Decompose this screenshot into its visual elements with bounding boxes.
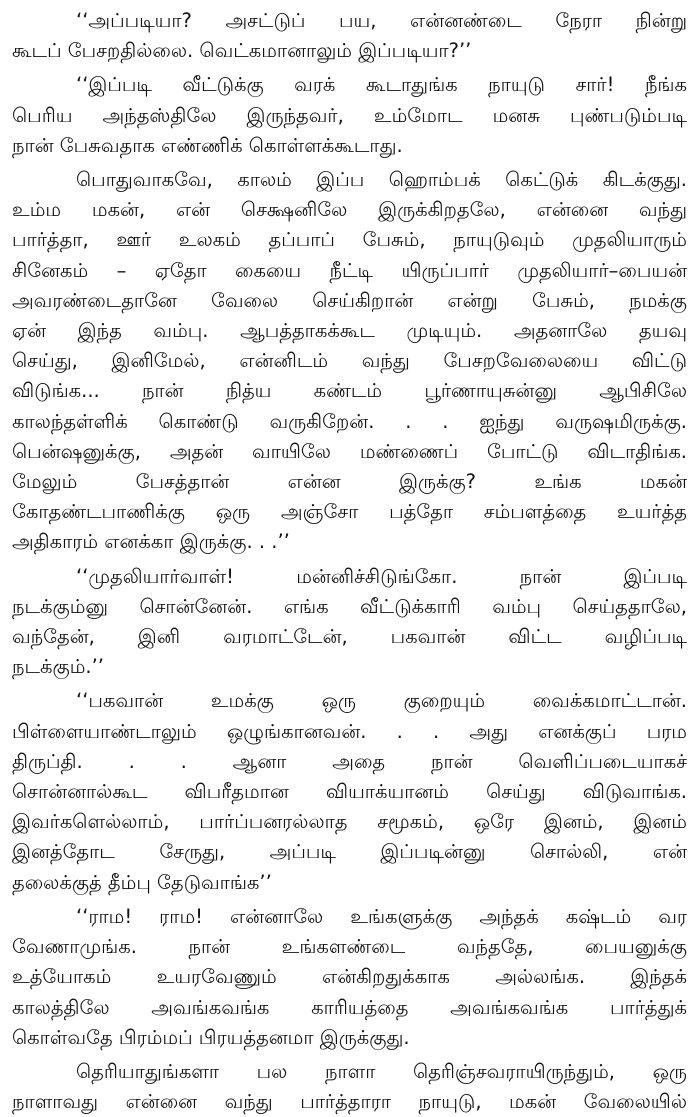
- paragraph-5: [12, 686, 687, 897]
- text-line: பிள்ளையாண்டாலும் ஒழுங்கானவன். . . அது எனக்குப் பரம: [12, 719, 687, 743]
- text-line: ‘‘அப்படியா? அசட்டுப் பய, என்னண்டை நேரா நின்று: [76, 9, 687, 32]
- text-line: நடக்கும்னு சொன்னேன். எங்க வீட்டுக்காரி வம்பு செய்ததாலே,: [12, 594, 687, 618]
- text-line: பார்த்தா, ஊர் உலகம் தப்பாப் பேசும், நாயுடுவும் முதலியாரும்: [12, 228, 687, 252]
- text-line: நடக்கும்.’’: [12, 655, 105, 679]
- paragraph-7: [12, 1057, 687, 1117]
- text-line: அதிகாரம் எனக்கா இருக்கு. . .’’: [12, 530, 290, 554]
- paragraph-6: [12, 902, 687, 1053]
- text-line: ஏன் இந்த வம்பு. ஆபத்தாகக்கூட முடியும். அதனாலே தயவு: [12, 319, 687, 343]
- paragraph-1: [12, 6, 687, 66]
- text-line: பென்ஷனுக்கு, அதன் வாயிலே மண்ணைப் போட்டு விடாதிங்க.: [12, 439, 687, 463]
- text-line: ‘‘ராம! ராம! என்னாலே உங்களுக்கு அந்தக் கஷ்டம் வர: [76, 904, 687, 928]
- text-line: உத்யோகம் உயரவேணும் என்கிறதுக்காக அல்லங்க. இந்தக்: [12, 965, 687, 989]
- text-line: கோதண்டபாணிக்கு ஒரு அஞ்சோ பத்தோ சம்பளத்தை உயர்த்த: [12, 500, 687, 524]
- text-line: காலந்தள்ளிக் கொண்டு வருகிறேன். . . ஐந்து வருஷமிருக்கு.: [12, 409, 687, 433]
- text-line: மேலும் பேசத்தான் என்ன இருக்கு? உங்க மகன்: [12, 470, 687, 494]
- text-line: தலைக்குத் தீம்பு தேடுவாங்க’’: [12, 870, 272, 894]
- paragraph-3: [12, 165, 687, 558]
- book-page: [12, 6, 687, 1114]
- text-line: அவரண்டைதானே வேலை செய்கிறான் என்று பேசும், நமக்கு: [12, 288, 687, 312]
- text-line: பெரிய அந்தஸ்திலே இருந்தவர், உம்மோட மனசு புண்படும்படி: [12, 103, 687, 127]
- text-line: ‘‘இப்படி வீட்டுக்கு வரக் கூடாதுங்க நாயுடு சார்! நீங்க: [76, 73, 687, 97]
- text-line: இவர்களெல்லாம், பார்ப்பனரல்லாத சமூகம், ஒரே இனம், இனம்: [12, 810, 687, 834]
- text-line: தெரியாதுங்களா பல நாளா தெரிஞ்சவராயிருந்தும், ஒரு: [76, 1059, 687, 1083]
- text-line: சினேகம் – ஏதோ கையை நீட்டி யிருப்பார் முதலியார்–பையன்: [12, 258, 687, 282]
- text-line: விடுங்க... நான் நித்ய கண்டம் பூர்ணாயுசுன்னு ஆபிசிலே: [12, 379, 687, 403]
- text-line: ‘‘பகவான் உமக்கு ஒரு குறையும் வைக்கமாட்டான்.: [76, 689, 687, 713]
- text-line: வேணாமுங்க. நான் உங்களண்டை வந்ததே, பையனுக்கு: [12, 935, 687, 959]
- text-line: நாளாவது என்னை வந்து பார்த்தாரா நாயுடு, மகன் வேலையில்: [12, 1090, 687, 1114]
- paragraph-4: [12, 562, 687, 683]
- text-line: செய்து, இனிமேல், என்னிடம் வந்து பேசறவேலையை விட்டு: [12, 349, 687, 373]
- text-line: நான் பேசுவதாக எண்ணிக் கொள்ளக்கூடாது.: [12, 133, 403, 157]
- text-line: பொதுவாகவே, காலம் இப்ப ஹொம்பக் கெட்டுக் கிடக்குது.: [76, 168, 687, 192]
- text-line: சொன்னால்கூட விபரீதமான வியாக்யானம் செய்து விடுவாங்க.: [12, 780, 687, 804]
- text-line: இனத்தோட சேருது, அப்படி இப்படின்னு சொல்லி, என்: [12, 840, 687, 864]
- text-line: கூடப் பேசறதில்லை. வெட்கமானாலும் இப்படியா?’’: [12, 39, 472, 63]
- text-line: காலத்திலே அவங்கவங்க காரியத்தை அவங்கவங்க பார்த்துக்: [12, 995, 687, 1019]
- text-line: திருப்தி. . . ஆனா அதை நான் வெளிப்படையாகச்: [12, 749, 687, 773]
- text-line: ‘‘முதலியார்வாள்! மன்னிச்சிடுங்கோ. நான் இப்படி: [76, 564, 687, 588]
- text-line: உம்ம மகன், என் செக்ஷனிலே இருக்கிறதலே, என்னை வந்து: [12, 198, 687, 222]
- text-line: கொள்வதே பிரம்மப் பிரயத்தனமா இருக்குது.: [12, 1025, 410, 1049]
- text-line: வந்தேன், இனி வரமாட்டேன், பகவான் விட்ட வழிப்படி: [12, 625, 687, 649]
- paragraph-2: [12, 70, 687, 161]
